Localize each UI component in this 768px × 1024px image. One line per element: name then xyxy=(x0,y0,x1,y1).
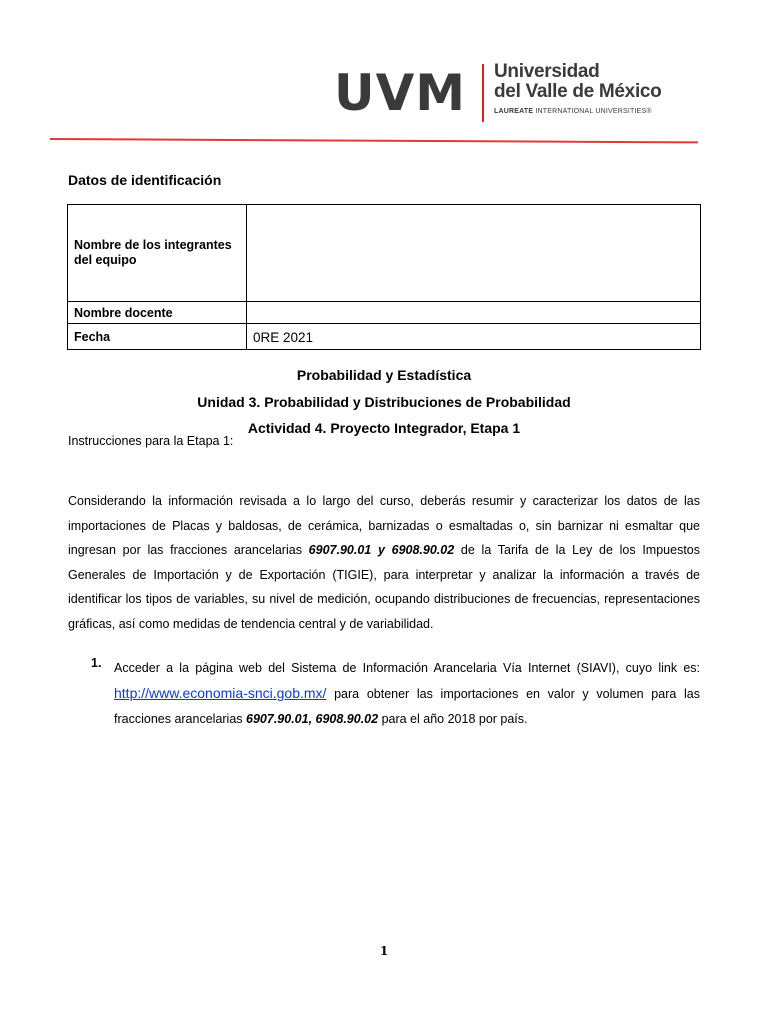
document-titles xyxy=(0,362,768,442)
logo-name-line2: del Valle de México xyxy=(494,81,662,102)
header-divider-line xyxy=(50,138,698,143)
step-number: 1. xyxy=(91,656,102,670)
logo-mark: UVM xyxy=(334,64,467,122)
logo-divider xyxy=(482,64,484,122)
step-text-part2: para obtener las importaciones en valor y volumen para las fracciones arancelarias xyxy=(114,687,700,726)
table-row-date xyxy=(68,324,701,350)
logo-university-name xyxy=(494,62,662,102)
paragraph-codes: 6907.90.01 y 6908.90.02 xyxy=(308,543,455,557)
instructions-label: Instrucciones para la Etapa 1: xyxy=(68,434,234,448)
teacher-label: Nombre docente xyxy=(68,302,247,324)
date-label: Fecha xyxy=(68,324,247,350)
date-value-cell[interactable]: 0RE 2021 xyxy=(247,324,701,350)
team-value-cell[interactable] xyxy=(247,205,701,302)
team-label-line2: del equipo xyxy=(74,253,137,267)
identification-table xyxy=(67,204,701,350)
table-row-team xyxy=(68,205,701,302)
course-title: Probabilidad y Estadística xyxy=(296,367,472,383)
team-label xyxy=(68,205,247,302)
paragraph-part1: Considerando la información revisada a lo largo del curso, deberás resumir y caracterizar los datos de las importaciones de Placas y baldosas, de cerámica, barnizadas o esmaltadas o, sin barnizar ni esmaltar que ingresan por las fracciones arancelarias xyxy=(68,494,700,557)
logo-tagline-rest: INTERNATIONAL UNIVERSITIES® xyxy=(533,108,652,115)
teacher-value-cell[interactable] xyxy=(247,302,701,324)
siavi-link[interactable]: http://www.economia-snci.gob.mx/ xyxy=(114,685,327,701)
instructions-paragraph xyxy=(68,489,700,636)
unit-title: Unidad 3. Probabilidad y Distribuciones de Probabilidad xyxy=(197,393,571,410)
step-codes: 6907.90.01, 6908.90.02 xyxy=(246,712,379,726)
page-number: 1 xyxy=(379,944,389,958)
logo-tagline-bold: LAUREATE xyxy=(494,108,534,115)
step-text xyxy=(114,656,700,732)
identification-heading: Datos de identificación xyxy=(68,172,222,188)
team-label-line1: Nombre de los integrantes xyxy=(74,238,232,252)
paragraph-part2: de la Tarifa de la Ley de los Impuestos Generales de Importación y de Exportación (TIGIE), para interpretar y analizar la información a través de identificar los tipos de variables, su nivel de medición, ocupando distribuciones de frecuencias, representaciones gráficas, así como medidas de tendencia central y de variabilidad. xyxy=(68,543,701,631)
step-text-part1: Acceder a la página web del Sistema de Información Arancelaria Vía Internet (SIAVI), cuyo link es: xyxy=(114,661,700,675)
logo-name-line1: Universidad xyxy=(494,61,600,82)
activity-title: Actividad 4. Proyecto Integrador, Etapa 1 xyxy=(247,420,521,436)
uvm-logo xyxy=(334,60,674,126)
logo-tagline xyxy=(494,108,652,115)
table-row-teacher xyxy=(68,302,701,324)
step-text-part3: para el año 2018 por país. xyxy=(378,712,528,726)
